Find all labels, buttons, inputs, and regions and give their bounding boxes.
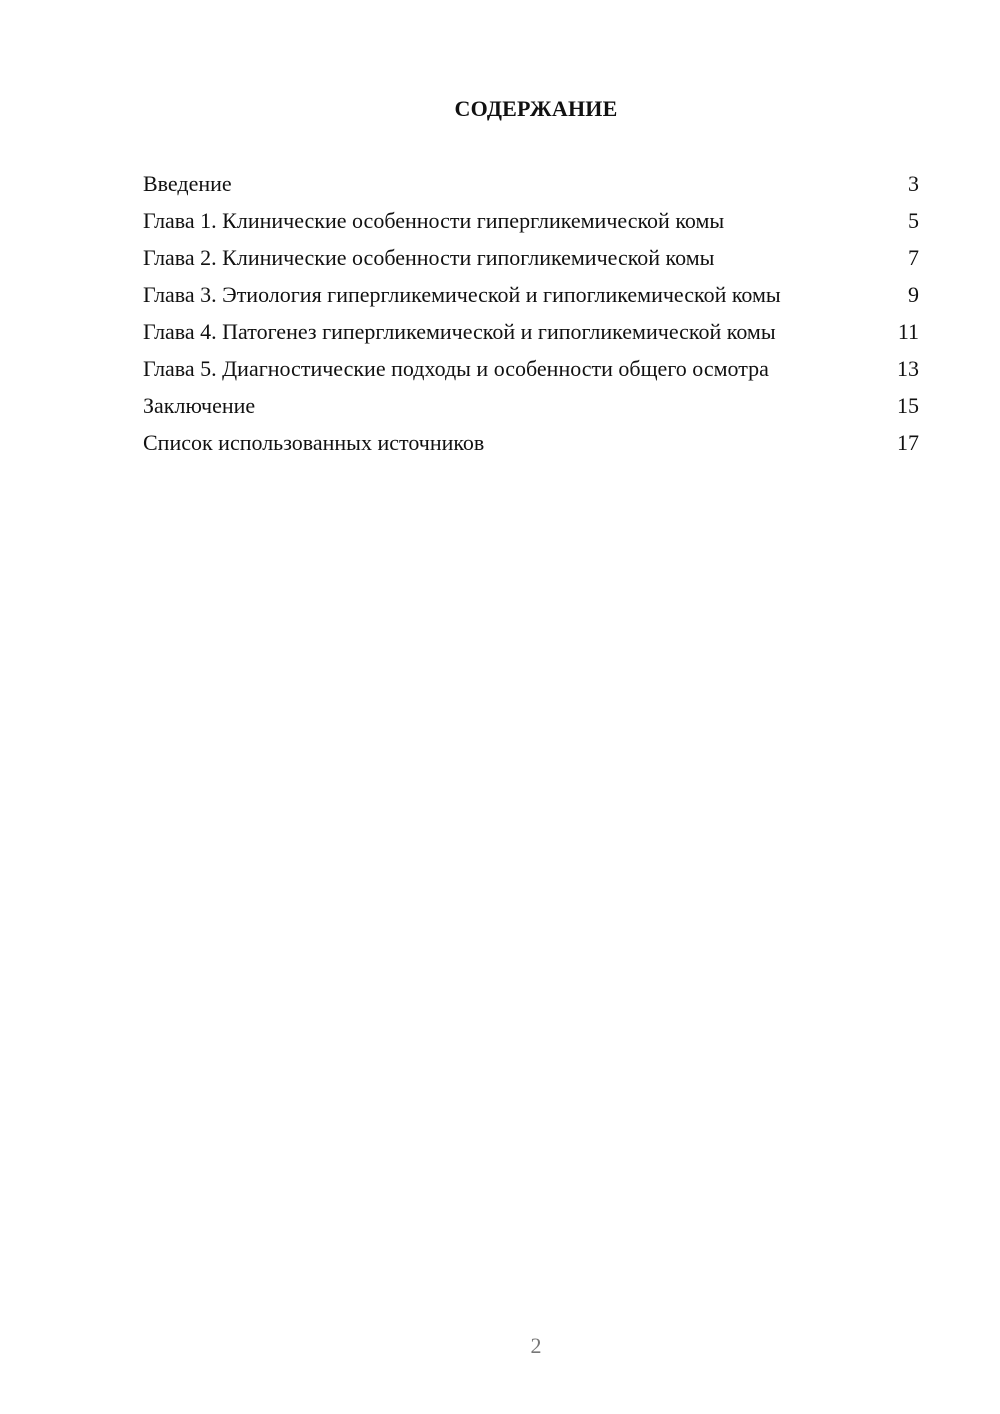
toc-entry-title: Глава 3. Этиология гипергликемической и гипогликемической комы (143, 282, 781, 307)
toc-entry-page: 11 (897, 319, 919, 344)
toc-entry-page: 7 (908, 245, 919, 270)
toc-entry-title: Глава 2. Клинические особенности гипогликемической комы (143, 245, 715, 270)
toc-entry-chapter-3 (143, 281, 919, 308)
toc-entry-page: 5 (908, 208, 919, 233)
toc-entry-page: 13 (897, 356, 919, 381)
toc-entry-chapter-1 (143, 207, 919, 234)
toc-entry-introduction (143, 170, 919, 197)
toc-entry-references (143, 429, 919, 456)
toc-entry-title: Глава 5. Диагностические подходы и особенности общего осмотра (143, 356, 769, 381)
toc-entry-title: Список использованных источников (143, 430, 485, 455)
toc-entry-chapter-4 (143, 318, 919, 345)
page-number: 2 (530, 1333, 542, 1358)
toc-entry-page: 9 (908, 282, 919, 307)
toc-entry-title: Введение (143, 171, 232, 196)
toc-entry-conclusion (143, 392, 919, 419)
toc-entry-title: Заключение (143, 393, 256, 418)
table-of-contents (143, 170, 919, 456)
toc-entry-page: 17 (897, 430, 919, 455)
toc-entry-page: 15 (897, 393, 919, 418)
toc-entry-chapter-5 (143, 355, 919, 382)
toc-entry-title: Глава 4. Патогенез гипергликемической и гипогликемической комы (143, 319, 776, 344)
toc-entry-page: 3 (908, 171, 919, 196)
toc-entry-title: Глава 1. Клинические особенности гипергликемической комы (143, 208, 725, 233)
toc-entry-chapter-2 (143, 244, 919, 271)
toc-heading: СОДЕРЖАНИЕ (454, 96, 618, 121)
